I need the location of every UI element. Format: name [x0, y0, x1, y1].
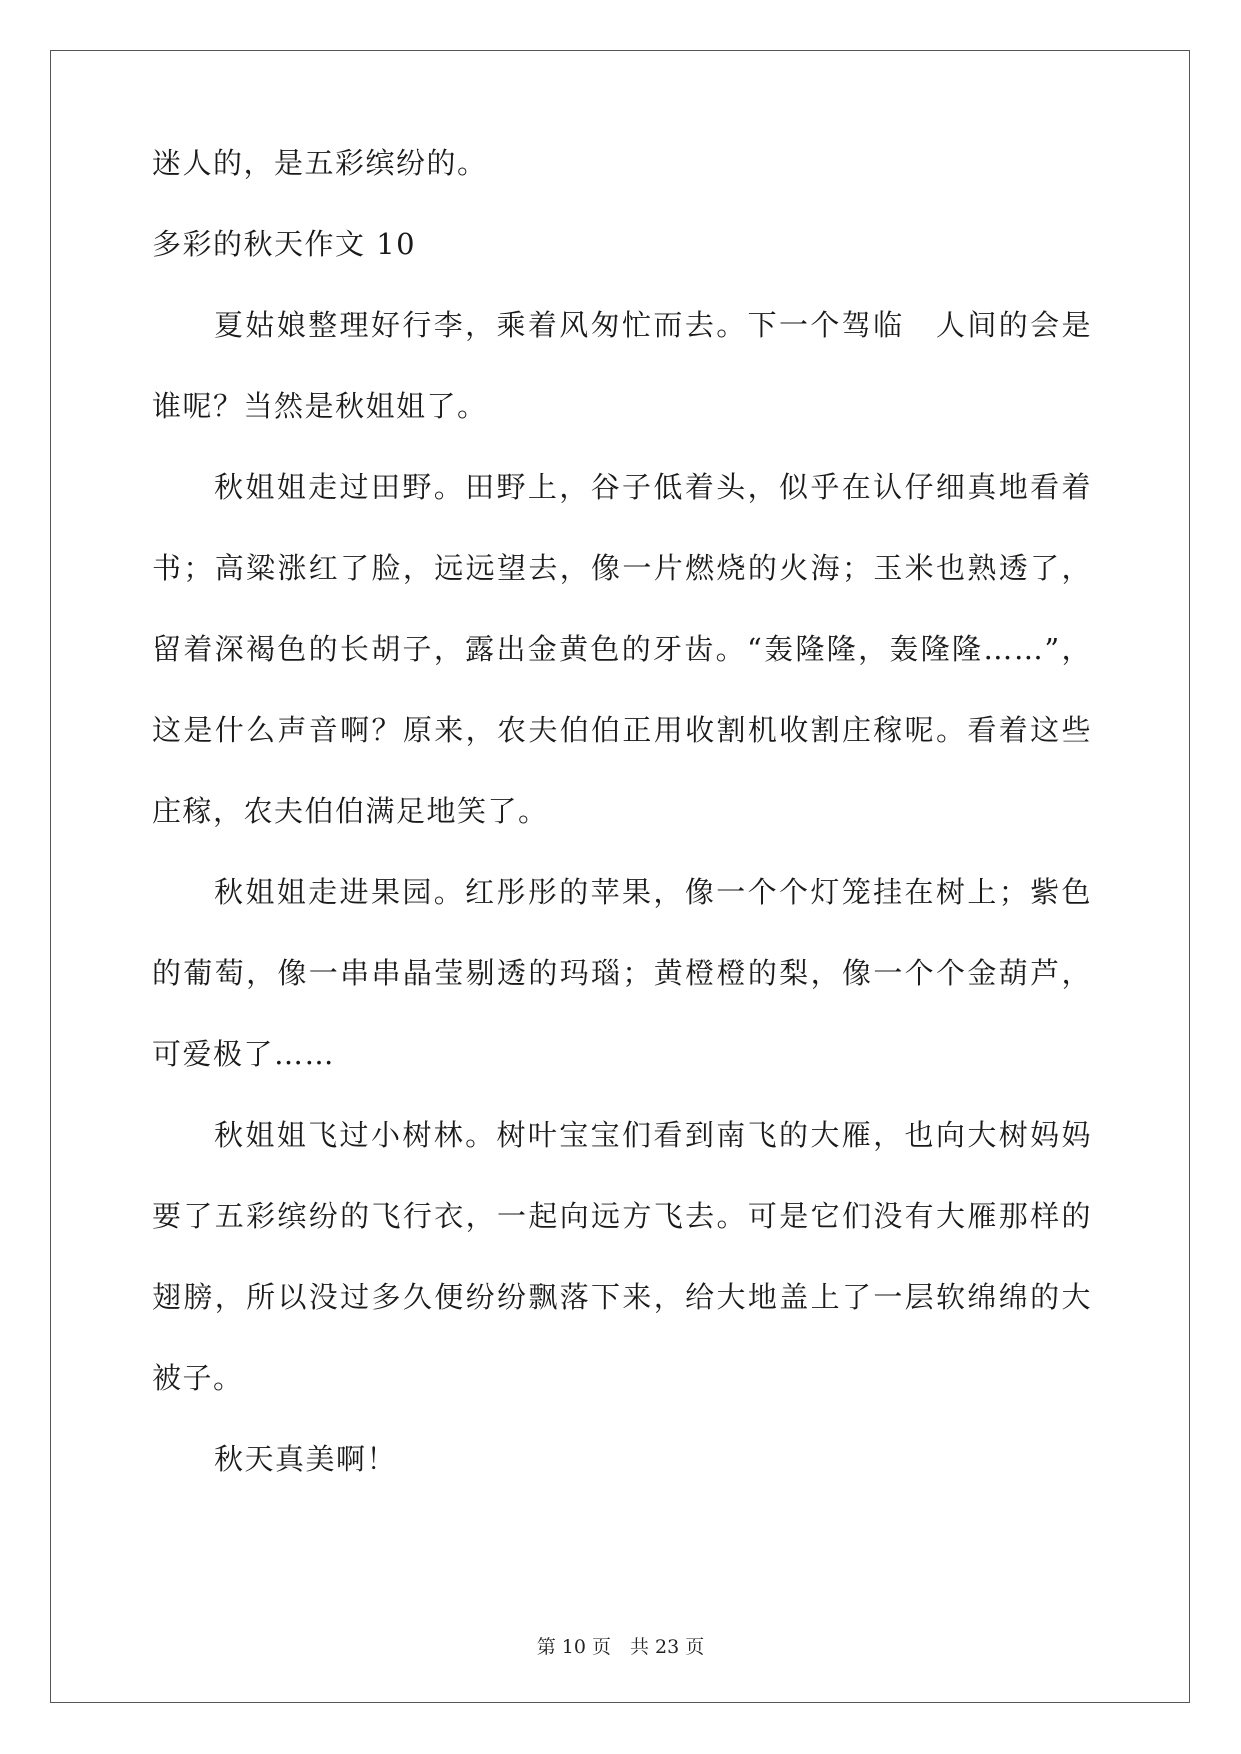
document-body	[152, 146, 1092, 1500]
paragraph-line: 秋天真美啊！	[214, 1442, 398, 1476]
paragraph-line: 要了五彩缤纷的飞行衣，一起向远方飞去。可是它们没有大雁那样的	[152, 1199, 1092, 1233]
paragraph-line: 夏姑娘整理好行李，乘着风匆忙而去。下一个驾临 人间的会是	[214, 308, 1092, 342]
paragraph-line: 翅膀，所以没过多久便纷纷飘落下来，给大地盖上了一层软绵绵的大	[152, 1280, 1092, 1314]
section-heading: 多彩的秋天作文 10	[152, 227, 417, 261]
paragraph-line: 书；高粱涨红了脸，远远望去，像一片燃烧的火海；玉米也熟透了，	[152, 551, 1092, 585]
paragraph-line: 庄稼，农夫伯伯满足地笑了。	[152, 794, 549, 828]
text-line: 迷人的，是五彩缤纷的。	[152, 146, 488, 180]
paragraph-line: 被子。	[152, 1361, 244, 1395]
paragraph-line: 可爱极了……	[152, 1037, 336, 1071]
paragraph-line: 谁呢？当然是秋姐姐了。	[152, 389, 488, 423]
paragraph-line: 秋姐姐走过田野。田野上，谷子低着头，似乎在认仔细真地看着	[214, 470, 1092, 504]
paragraph-line: 的葡萄，像一串串晶莹剔透的玛瑙；黄橙橙的梨，像一个个金葫芦，	[152, 956, 1092, 990]
page-number-footer: 第 10 页 共 23 页	[536, 1636, 705, 1658]
paragraph-line: 留着深褐色的长胡子，露出金黄色的牙齿。“轰隆隆，轰隆隆……”，	[152, 632, 1092, 666]
paragraph-line: 这是什么声音啊？原来，农夫伯伯正用收割机收割庄稼呢。看着这些	[152, 713, 1092, 747]
paragraph-line: 秋姐姐走进果园。红彤彤的苹果，像一个个灯笼挂在树上；紫色	[214, 875, 1092, 909]
paragraph-line: 秋姐姐飞过小树林。树叶宝宝们看到南飞的大雁，也向大树妈妈	[214, 1118, 1092, 1152]
